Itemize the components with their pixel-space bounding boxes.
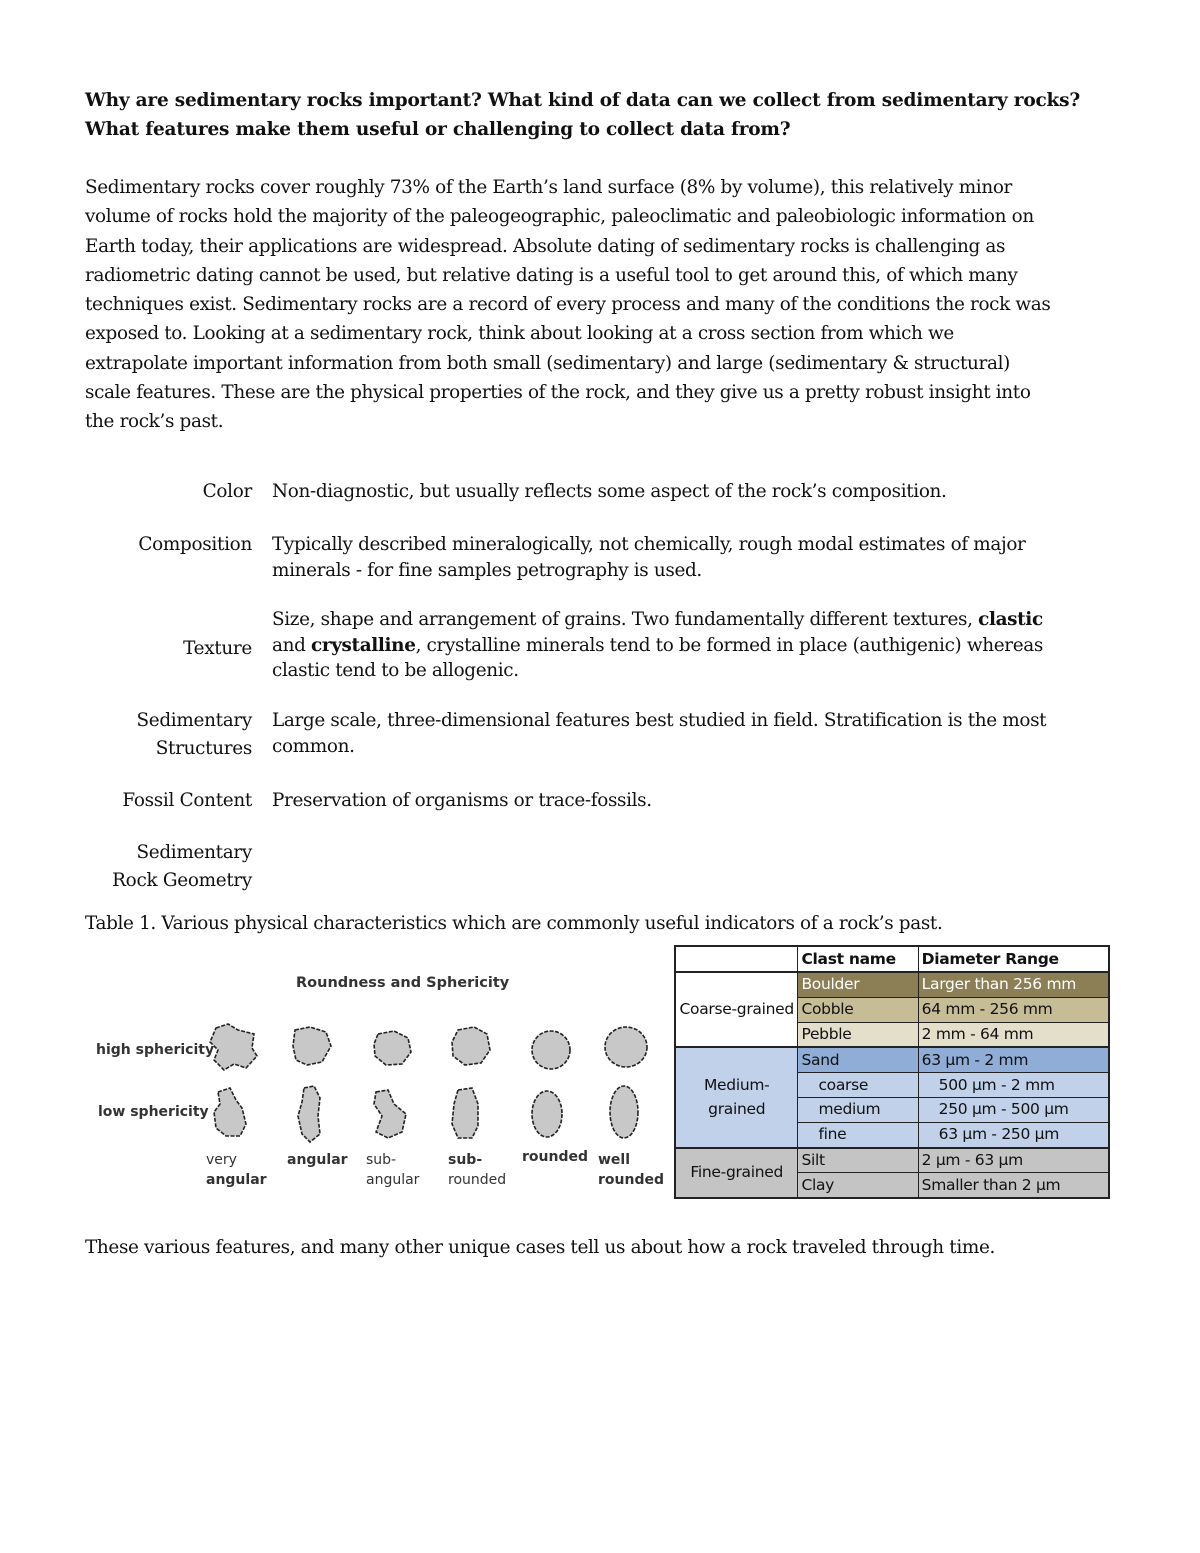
clast-range-cell: 2 mm - 64 mm xyxy=(918,1022,1109,1047)
group-medium-grained xyxy=(675,1047,798,1147)
property-desc-composition xyxy=(272,532,1112,583)
property-label-geometry xyxy=(82,839,252,895)
low-sphericity-label: low sphericity xyxy=(98,1104,209,1120)
property-desc-line: Non-diagnostic, but usually reflects some aspect of the rock’s composition. xyxy=(272,481,947,502)
category-label-very-angular xyxy=(206,1150,267,1190)
group-coarse-grained: Coarse-grained xyxy=(675,972,798,1047)
clast-name-cell: coarse xyxy=(798,1073,918,1098)
category-line: angular xyxy=(287,1152,348,1168)
category-line: well xyxy=(598,1152,631,1168)
property-label-color: Color xyxy=(202,481,252,502)
grain-outlines xyxy=(210,1024,647,1142)
table-row xyxy=(675,1148,1109,1173)
clast-range-cell: 63 μm - 2 mm xyxy=(918,1047,1109,1072)
property-desc-line: Large scale, three-dimensional features best studied in field. Stratification is the most xyxy=(272,710,1047,731)
intro-line: Earth today, their applications are widespread. Absolute dating of sedimentary rocks is challenging as xyxy=(85,235,1006,257)
intro-line: Sedimentary rocks cover roughly 73% of the Earth’s land surface (8% by volume), this relatively minor xyxy=(85,177,1012,198)
grain-subrounded-high xyxy=(452,1027,490,1065)
clast-range-cell: 63 μm - 250 μm xyxy=(918,1122,1109,1147)
label-line: Structures xyxy=(155,738,252,759)
figure-title: Roundness and Sphericity xyxy=(296,975,510,991)
category-line: rounded xyxy=(598,1172,664,1188)
clast-name-cell: fine xyxy=(798,1122,918,1147)
category-label-subrounded xyxy=(448,1150,506,1190)
header-clast-name: Clast name xyxy=(798,946,918,972)
header-diameter-range: Diameter Range xyxy=(918,946,1109,972)
high-sphericity-label: high sphericity xyxy=(96,1042,215,1058)
property-desc-line: clastic tend to be allogenic. xyxy=(272,660,519,681)
header-empty-cell xyxy=(675,946,798,972)
clast-name-cell: medium xyxy=(798,1097,918,1122)
closing-sentence: These various features, and many other unique cases tell us about how a rock traveled through time. xyxy=(85,1237,995,1258)
roundness-sphericity-figure xyxy=(88,964,672,1194)
grain-rounded-high xyxy=(532,1031,570,1069)
intro-line: extrapolate important information from both small (sedimentary) and large (sedimentary & structural) xyxy=(85,352,1010,374)
texture-term-crystalline: crystalline xyxy=(311,634,416,656)
clast-range-cell: 64 mm - 256 mm xyxy=(918,997,1109,1022)
property-desc-line: minerals - for fine samples petrography is used. xyxy=(272,559,702,581)
label-line: Sedimentary xyxy=(136,842,252,863)
property-desc-line xyxy=(272,633,1112,659)
category-line: rounded xyxy=(448,1172,507,1188)
category-line: angular xyxy=(366,1172,420,1188)
heading-line-1: Why are sedimentary rocks important? What kind of data can we collect from sedimentary rocks? xyxy=(85,90,1080,111)
grain-very-angular-high xyxy=(210,1024,257,1070)
category-label-angular xyxy=(287,1150,348,1170)
clast-name-cell: Pebble xyxy=(798,1022,918,1047)
property-desc-line: Preservation of organisms or trace-fossils. xyxy=(272,790,652,811)
clast-range-cell: Smaller than 2 μm xyxy=(918,1173,1109,1198)
property-label-structures xyxy=(82,707,252,763)
intro-line: techniques exist. Sedimentary rocks are a record of every process and many of the conditions the rock was xyxy=(85,294,1051,316)
clast-range-cell: 2 μm - 63 μm xyxy=(918,1148,1109,1173)
clast-range-cell: 250 μm - 500 μm xyxy=(918,1097,1109,1122)
clast-name-cell: Boulder xyxy=(798,972,918,997)
group-fine-grained: Fine-grained xyxy=(675,1148,798,1199)
table-row xyxy=(675,972,1109,997)
property-desc-line: common. xyxy=(272,735,355,757)
grain-subangular-high xyxy=(374,1031,411,1065)
group-label-line: grained xyxy=(708,1100,766,1119)
clast-name-cell: Silt xyxy=(798,1148,918,1173)
clast-size-table xyxy=(674,945,1110,1199)
heading-line-2: What features make them useful or challenging to collect data from? xyxy=(85,119,791,140)
grain-rounded-low xyxy=(532,1091,562,1137)
intro-line: radiometric dating cannot be used, but relative dating is a useful tool to get around this, of which many xyxy=(85,264,1018,286)
clast-range-cell: 500 μm - 2 mm xyxy=(918,1073,1109,1098)
property-label-composition: Composition xyxy=(138,534,252,555)
clast-name-cell: Clay xyxy=(798,1173,918,1198)
category-line: sub- xyxy=(448,1152,483,1168)
grain-subrounded-low xyxy=(452,1088,478,1138)
grain-angular-high xyxy=(293,1027,331,1065)
property-desc-line xyxy=(272,607,1112,633)
category-line: very xyxy=(206,1152,237,1168)
intro-line: exposed to. Looking at a sedimentary rock, think about looking at a cross section from which we xyxy=(85,323,954,345)
clast-range-cell: Larger than 256 mm xyxy=(918,972,1109,997)
label-line: Rock Geometry xyxy=(112,870,252,891)
property-label-texture: Texture xyxy=(183,638,252,659)
intro-line: volume of rocks hold the majority of the paleogeographic, paleoclimatic and paleobiologic information on xyxy=(85,206,1034,228)
intro-paragraph xyxy=(85,173,1115,437)
table-caption: Table 1. Various physical characteristics which are commonly useful indicators of a rock’s past. xyxy=(85,913,943,934)
grain-angular-low xyxy=(298,1086,320,1142)
grain-very-angular-low xyxy=(214,1088,246,1136)
group-label-line: Medium- xyxy=(703,1076,770,1095)
table-header-row xyxy=(675,946,1109,972)
clast-name-cell: Sand xyxy=(798,1047,918,1072)
grain-well-rounded-high xyxy=(605,1027,647,1067)
grain-subangular-low xyxy=(374,1090,406,1138)
property-desc-color xyxy=(272,479,1112,505)
category-line: sub- xyxy=(366,1152,397,1168)
table-row xyxy=(675,1047,1109,1072)
label-line: Sedimentary xyxy=(136,710,252,731)
grain-well-rounded-low xyxy=(610,1086,638,1138)
clast-name-cell: Cobble xyxy=(798,997,918,1022)
intro-line: the rock’s past. xyxy=(85,411,224,433)
property-desc-line: Typically described mineralogically, not chemically, rough modal estimates of major xyxy=(272,534,1026,555)
category-label-rounded xyxy=(522,1147,588,1167)
category-line: angular xyxy=(206,1172,267,1188)
property-desc-fossil xyxy=(272,788,1112,814)
property-desc-structures xyxy=(272,708,1112,759)
category-label-well-rounded xyxy=(598,1150,664,1190)
property-label-fossil: Fossil Content xyxy=(122,790,252,811)
category-label-subangular xyxy=(366,1150,419,1190)
texture-text: and xyxy=(272,634,312,656)
property-desc-texture xyxy=(272,607,1112,684)
texture-text: Size, shape and arrangement of grains. Two fundamentally different textures, xyxy=(272,609,979,630)
texture-term-clastic: clastic xyxy=(978,609,1043,630)
question-heading xyxy=(85,86,1115,144)
texture-text: , crystalline minerals tend to be formed in place (authigenic) whereas xyxy=(415,634,1043,656)
intro-line: scale features. These are the physical properties of the rock, and they give us a pretty robust insight into xyxy=(85,382,1031,404)
category-line: rounded xyxy=(522,1149,588,1165)
